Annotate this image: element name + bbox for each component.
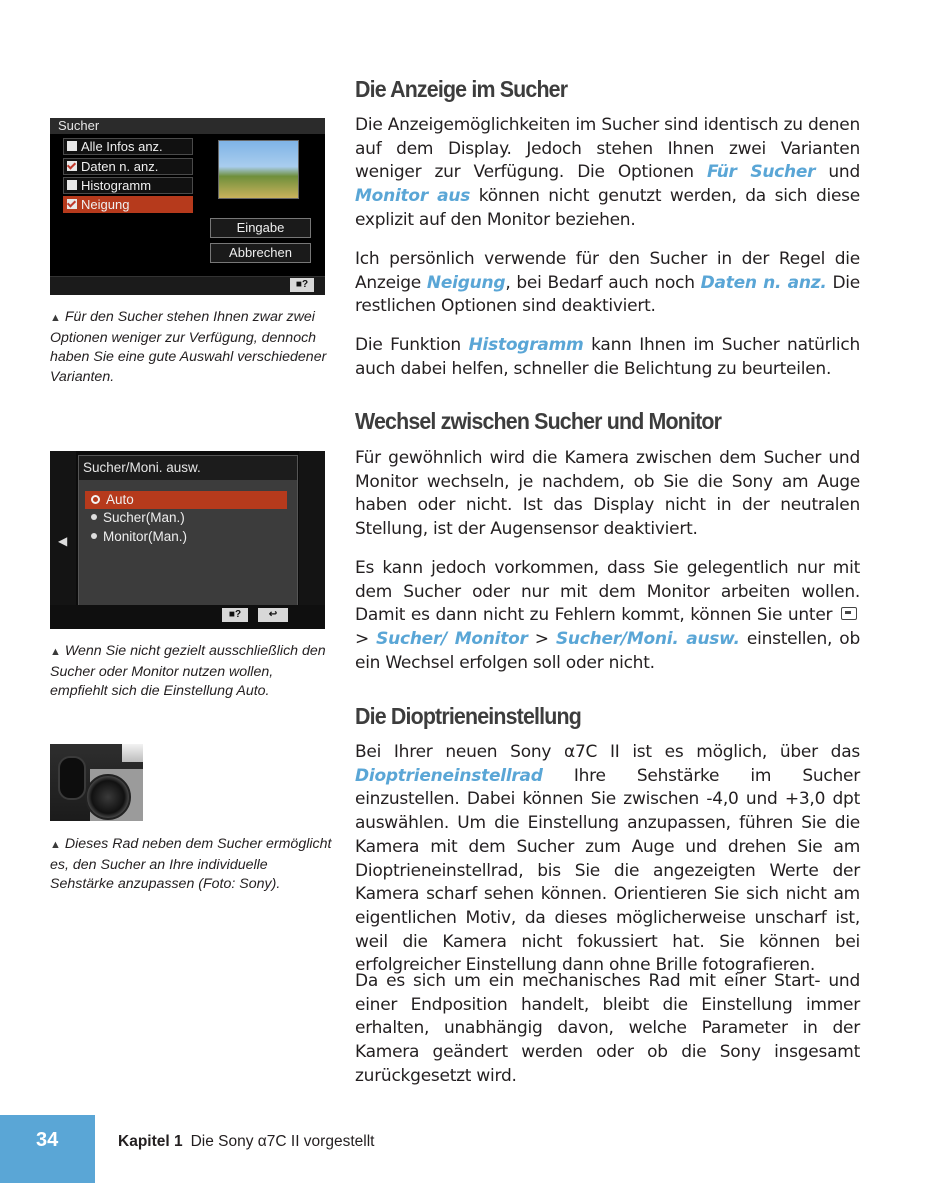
radio-monitor-man[interactable]: Monitor(Man.) — [85, 528, 287, 546]
page-number-box — [0, 1115, 95, 1183]
selection-dialog — [78, 455, 298, 607]
paragraph: Ich persönlich verwende für den Sucher in der Regel die Anzeige Neigung, bei Bedarf auch noch Daten n. anz. Die restlichen Optionen sind deaktiviert. — [355, 249, 860, 317]
back-icon[interactable]: ↩ — [258, 608, 288, 622]
checkbox-icon — [67, 141, 77, 151]
toolbox-icon — [841, 607, 857, 620]
caption-3: ▲ Dieses Rad neben dem Sucher ermöglicht es, den Sucher an Ihre individuelle Sehstärke anzupassen (Foto: Sony). — [50, 836, 332, 893]
heading-wechsel: Wechsel zwischen Sucher und Monitor — [355, 408, 722, 434]
enter-button[interactable]: Eingabe — [210, 218, 311, 238]
paragraph: Da es sich um ein mechanisches Rad mit einer Start- und einer Endposition handelt, bleibt die Einstellung immer erhalten, unabhängig davon, welche Parameter in der Kamera geändert werden oder ob die Sony insgesamt zurückgesetzt wird. — [355, 971, 860, 1086]
help-icon[interactable]: ■? — [290, 278, 314, 292]
radio-auto[interactable]: Auto — [85, 491, 287, 509]
radio-selected-icon — [91, 495, 100, 504]
checkbox-checked-icon — [67, 199, 77, 209]
dialog-title: Sucher/Moni. ausw. — [79, 456, 297, 480]
keyword: Für Sucher — [706, 162, 816, 183]
caption-1: ▲ Für den Sucher stehen Ihnen zwar zwei Optionen weniger zur Verfügung, dennoch haben Sie eine gute Auswahl verschiedener Varianten. — [50, 309, 327, 385]
page-number: 34 — [36, 1129, 59, 1151]
option-daten-n-anz[interactable]: Daten n. anz. — [63, 158, 193, 175]
option-neigung[interactable]: Neigung — [63, 196, 193, 213]
checkbox-icon — [67, 180, 77, 190]
menu-title: Sucher — [58, 118, 100, 133]
diopter-dial — [85, 774, 131, 820]
keyword: Dioptrieneinstellrad — [355, 765, 543, 786]
paragraph: Es kann jedoch vorkommen, dass Sie gelegentlich nur mit dem Sucher oder nur mit dem Monitor arbeiten wollen. Damit es dann nicht zu Fehlern kommt, können Sie unter > Sucher/ Monitor > Sucher/Moni. ausw. einstellen, ob ein Wechsel erfolgen soll oder nicht. — [355, 558, 860, 673]
camera-screen-sucher — [50, 118, 325, 295]
keyword: Histogramm — [468, 335, 584, 355]
radio-icon — [91, 533, 97, 539]
paragraph: Die Funktion Histogramm kann Ihnen im Sucher natürlich auch dabei helfen, schneller die Belichtung zu beurteilen. — [355, 335, 860, 379]
cancel-button[interactable]: Abbrechen — [210, 243, 311, 263]
keyword: Monitor aus — [355, 186, 471, 207]
keyword: Sucher/Moni. ausw. — [555, 629, 740, 650]
radio-icon — [91, 514, 97, 520]
heading-anzeige-im-sucher: Die Anzeige im Sucher — [355, 76, 568, 102]
diopter-dial-photo — [50, 744, 143, 821]
keyword: Daten n. anz. — [700, 272, 827, 293]
paragraph: Die Anzeigemöglichkeiten im Sucher sind identisch zu denen auf dem Display. Jedoch stehen Ihnen zwei Varianten weniger zur Verfügung. Die Optionen Für Sucher und Monitor aus können nicht genutzt werden, da sich diese explizit auf den Monitor beziehen. — [355, 115, 860, 230]
preview-thumbnail — [218, 140, 299, 199]
option-histogramm[interactable]: Histogramm — [63, 177, 193, 194]
chapter-footer: Kapitel 1 Die Sony α7C II vorgestellt — [118, 1133, 375, 1150]
left-arrow-icon: ◀ — [58, 534, 68, 548]
paragraph: Für gewöhnlich wird die Kamera zwischen dem Sucher und Monitor wechseln, je nachdem, ob Sie die Sony am Auge haben oder nicht. Ist das Display nicht in der neutralen Stellung, ist der Augensensor deaktiviert. — [355, 448, 860, 540]
checkbox-checked-icon — [67, 161, 77, 171]
keyword: Neigung — [426, 272, 506, 293]
heading-dioptrien: Die Dioptrieneinstellung — [355, 703, 581, 729]
radio-sucher-man[interactable]: Sucher(Man.) — [85, 509, 287, 527]
caption-2: ▲ Wenn Sie nicht gezielt ausschließlich den Sucher oder Monitor nutzen wollen, empfiehlt sich die Einstellung Auto. — [50, 643, 326, 700]
camera-screen-sucher-moni — [50, 451, 325, 629]
option-alle-infos[interactable]: Alle Infos anz. — [63, 138, 193, 155]
paragraph: Bei Ihrer neuen Sony α7C II ist es möglich, über das Dioptrieneinstellrad Ihre Sehstärke im Sucher einzustellen. Dabei können Sie zwischen -4,0 und +3,0 dpt auswählen. Um die Einstellung anzupassen, führen Sie die Kamera mit dem Sucher zum Auge und drehen Sie am Dioptrieneinstellrad, bis Sie die angezeigten Werte der Kamera scharf sehen können. Orientieren Sie sich nicht am eigentlichen Motiv, da dieses möglicherweise unscharf ist, weil die Kamera nicht fokussiert hat. Sie können bei erfolgreicher Einstellung dann ohne Brille fotografieren. — [355, 742, 860, 976]
keyword: Sucher/ Monitor — [376, 629, 528, 650]
help-icon[interactable]: ■? — [222, 608, 248, 622]
